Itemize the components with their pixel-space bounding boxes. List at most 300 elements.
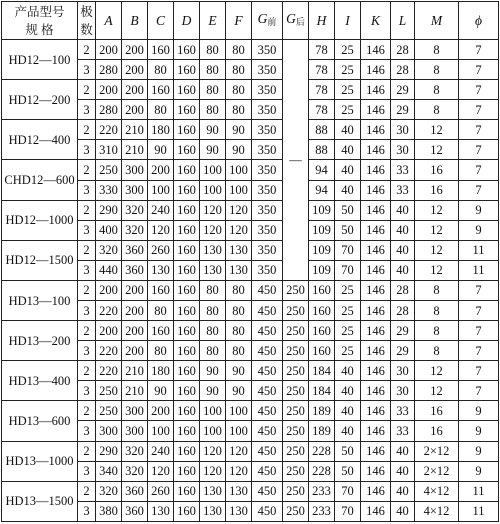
cell-f: 80 [226,60,252,80]
cell-f: 120 [226,200,252,220]
cell-phi: 7 [459,280,499,300]
cell-b: 210 [122,361,148,381]
cell-b: 200 [122,280,148,300]
cell-g1: 450 [252,481,283,501]
cell-f: 100 [226,421,252,441]
header-phi: ϕ [459,2,499,40]
poles-cell: 3 [78,461,96,481]
cell-b: 300 [122,421,148,441]
model-cell: HD12—200 [2,80,78,120]
cell-i: 70 [335,260,361,280]
cell-l: 33 [391,401,415,421]
cell-k: 146 [361,341,391,361]
cell-m: 12 [415,200,459,220]
cell-c: 100 [148,180,174,200]
cell-i: 25 [335,40,361,60]
poles-cell: 2 [78,200,96,220]
cell-d: 160 [174,481,200,501]
cell-e: 120 [200,441,226,461]
header-poles-line1: 极 [80,4,93,19]
cell-c: 90 [148,140,174,160]
cell-m: 8 [415,40,459,60]
cell-d: 160 [174,361,200,381]
poles-cell: 3 [78,341,96,361]
cell-i: 25 [335,100,361,120]
cell-g1: 450 [252,461,283,481]
cell-l: 30 [391,120,415,140]
model-cell: HD12—1000 [2,200,78,240]
cell-f: 80 [226,100,252,120]
cell-e: 130 [200,501,226,521]
cell-c: 80 [148,60,174,80]
cell-m: 4×12 [415,481,459,501]
cell-g2: 250 [283,301,309,321]
cell-h: 189 [309,421,335,441]
cell-f: 130 [226,260,252,280]
cell-c: 240 [148,441,174,461]
header-g-front-sub: 前 [267,17,277,27]
cell-k: 146 [361,240,391,260]
cell-b: 320 [122,220,148,240]
cell-a: 440 [96,260,122,280]
cell-d: 160 [174,260,200,280]
cell-g2: 250 [283,280,309,300]
dimension-table-container [1,1,498,522]
cell-m: 12 [415,381,459,401]
cell-i: 70 [335,481,361,501]
cell-a: 220 [96,120,122,140]
cell-b: 360 [122,260,148,280]
cell-k: 146 [361,441,391,461]
cell-k: 146 [361,40,391,60]
cell-c: 180 [148,120,174,140]
cell-b: 200 [122,341,148,361]
cell-h: 228 [309,441,335,461]
cell-g2: 250 [283,461,309,481]
cell-c: 130 [148,501,174,521]
cell-i: 70 [335,501,361,521]
cell-c: 160 [148,321,174,341]
cell-g1: 350 [252,40,283,60]
dimension-table [1,1,499,522]
cell-h: 160 [309,321,335,341]
cell-l: 40 [391,461,415,481]
table-row [2,481,499,501]
cell-g2: 250 [283,401,309,421]
cell-g1: 350 [252,100,283,120]
model-cell: HD13—600 [2,401,78,441]
cell-i: 70 [335,240,361,260]
poles-cell: 2 [78,280,96,300]
header-e: E [200,2,226,40]
cell-i: 50 [335,461,361,481]
cell-phi: 9 [459,441,499,461]
cell-g1: 450 [252,401,283,421]
cell-d: 160 [174,60,200,80]
cell-e: 100 [200,421,226,441]
cell-phi: 7 [459,100,499,120]
cell-b: 200 [122,40,148,60]
cell-e: 100 [200,160,226,180]
cell-b: 200 [122,60,148,80]
header-l: L [391,2,415,40]
model-cell: HD13—200 [2,321,78,361]
cell-phi: 7 [459,60,499,80]
cell-a: 200 [96,80,122,100]
cell-g1: 350 [252,220,283,240]
cell-l: 40 [391,200,415,220]
cell-m: 8 [415,301,459,321]
cell-f: 80 [226,301,252,321]
table-row [2,160,499,180]
cell-e: 120 [200,200,226,220]
poles-cell: 3 [78,220,96,240]
cell-k: 146 [361,481,391,501]
cell-g2: 250 [283,501,309,521]
cell-e: 80 [200,60,226,80]
cell-c: 160 [148,280,174,300]
poles-cell: 2 [78,80,96,100]
poles-cell: 2 [78,401,96,421]
cell-a: 200 [96,321,122,341]
model-cell: HD12—400 [2,120,78,160]
cell-l: 40 [391,260,415,280]
cell-k: 146 [361,461,391,481]
cell-m: 12 [415,220,459,240]
header-c: C [148,2,174,40]
cell-phi: 9 [459,220,499,240]
table-row [2,240,499,260]
cell-a: 290 [96,441,122,461]
header-k: K [361,2,391,40]
cell-c: 100 [148,421,174,441]
cell-e: 90 [200,140,226,160]
cell-h: 109 [309,220,335,240]
cell-m: 12 [415,260,459,280]
cell-e: 90 [200,361,226,381]
cell-g1: 350 [252,140,283,160]
cell-k: 146 [361,100,391,120]
cell-m: 8 [415,60,459,80]
cell-m: 4×12 [415,501,459,521]
cell-h: 109 [309,200,335,220]
header-g-front [252,2,283,40]
table-row [2,120,499,140]
cell-h: 184 [309,361,335,381]
cell-l: 40 [391,220,415,240]
cell-k: 146 [361,60,391,80]
cell-b: 210 [122,120,148,140]
cell-m: 12 [415,140,459,160]
cell-e: 80 [200,280,226,300]
cell-g1: 450 [252,321,283,341]
cell-a: 200 [96,40,122,60]
cell-b: 360 [122,501,148,521]
cell-l: 33 [391,180,415,200]
cell-phi: 7 [459,40,499,60]
cell-d: 160 [174,120,200,140]
table-body [2,40,499,522]
cell-phi: 7 [459,180,499,200]
cell-h: 160 [309,341,335,361]
header-a: A [96,2,122,40]
poles-cell: 3 [78,180,96,200]
cell-f: 90 [226,361,252,381]
cell-phi: 9 [459,200,499,220]
cell-a: 280 [96,100,122,120]
cell-a: 400 [96,220,122,240]
cell-k: 146 [361,120,391,140]
cell-i: 25 [335,60,361,80]
cell-k: 146 [361,80,391,100]
cell-l: 40 [391,501,415,521]
cell-g1: 450 [252,341,283,361]
cell-k: 146 [361,401,391,421]
cell-m: 16 [415,160,459,180]
cell-b: 360 [122,240,148,260]
cell-l: 33 [391,160,415,180]
cell-g2: 250 [283,341,309,361]
cell-b: 300 [122,160,148,180]
cell-a: 320 [96,481,122,501]
table-row [2,80,499,100]
cell-phi: 9 [459,401,499,421]
cell-f: 80 [226,341,252,361]
cell-d: 160 [174,100,200,120]
cell-d: 160 [174,280,200,300]
cell-c: 80 [148,341,174,361]
cell-phi: 11 [459,240,499,260]
cell-l: 30 [391,361,415,381]
cell-h: 88 [309,120,335,140]
cell-g2: 250 [283,441,309,461]
cell-h: 109 [309,260,335,280]
cell-a: 310 [96,140,122,160]
cell-i: 40 [335,381,361,401]
cell-e: 80 [200,341,226,361]
cell-b: 360 [122,481,148,501]
cell-a: 220 [96,341,122,361]
cell-g1: 450 [252,280,283,300]
cell-i: 25 [335,280,361,300]
cell-e: 80 [200,100,226,120]
cell-e: 90 [200,381,226,401]
cell-b: 200 [122,321,148,341]
cell-phi: 7 [459,140,499,160]
cell-f: 90 [226,140,252,160]
cell-phi: 7 [459,341,499,361]
cell-phi: 11 [459,481,499,501]
cell-h: 78 [309,40,335,60]
cell-i: 40 [335,180,361,200]
cell-k: 146 [361,200,391,220]
cell-phi: 7 [459,321,499,341]
cell-l: 28 [391,301,415,321]
table-row [2,280,499,300]
cell-f: 120 [226,220,252,240]
cell-m: 8 [415,280,459,300]
cell-h: 189 [309,401,335,421]
header-h: H [309,2,335,40]
cell-b: 320 [122,441,148,461]
cell-g1: 450 [252,501,283,521]
cell-l: 28 [391,60,415,80]
cell-e: 120 [200,220,226,240]
header-d: D [174,2,200,40]
cell-d: 160 [174,321,200,341]
cell-g2: 250 [283,361,309,381]
cell-g1: 350 [252,200,283,220]
cell-phi: 7 [459,80,499,100]
poles-cell: 3 [78,140,96,160]
cell-phi: 7 [459,120,499,140]
header-g-back-sub: 后 [295,17,305,27]
cell-f: 130 [226,481,252,501]
cell-l: 40 [391,441,415,461]
cell-c: 200 [148,160,174,180]
cell-g1: 450 [252,361,283,381]
cell-g1: 450 [252,381,283,401]
cell-a: 220 [96,361,122,381]
cell-i: 40 [335,401,361,421]
header-i: I [335,2,361,40]
cell-m: 8 [415,80,459,100]
poles-cell: 2 [78,321,96,341]
poles-cell: 3 [78,501,96,521]
model-cell: HD12—1500 [2,240,78,280]
cell-phi: 9 [459,421,499,441]
cell-a: 300 [96,421,122,441]
cell-g1: 350 [252,60,283,80]
cell-k: 146 [361,421,391,441]
cell-m: 12 [415,120,459,140]
cell-i: 25 [335,341,361,361]
cell-f: 80 [226,40,252,60]
table-row [2,401,499,421]
header-m: M [415,2,459,40]
cell-l: 29 [391,100,415,120]
cell-d: 160 [174,381,200,401]
cell-d: 160 [174,421,200,441]
header-model [2,2,78,40]
header-model-line2: 规 格 [25,22,54,37]
poles-cell: 2 [78,160,96,180]
cell-h: 88 [309,140,335,160]
cell-m: 16 [415,180,459,200]
cell-d: 160 [174,341,200,361]
cell-b: 200 [122,100,148,120]
cell-e: 130 [200,240,226,260]
cell-a: 340 [96,461,122,481]
cell-m: 8 [415,341,459,361]
poles-cell: 2 [78,441,96,461]
cell-c: 260 [148,240,174,260]
cell-f: 80 [226,280,252,300]
cell-g1: 450 [252,441,283,461]
cell-g1: 350 [252,240,283,260]
poles-cell: 2 [78,120,96,140]
cell-d: 160 [174,180,200,200]
cell-g1: 350 [252,180,283,200]
header-b: B [122,2,148,40]
cell-f: 130 [226,240,252,260]
cell-e: 100 [200,401,226,421]
cell-c: 90 [148,381,174,401]
cell-h: 160 [309,280,335,300]
cell-e: 130 [200,260,226,280]
poles-cell: 3 [78,260,96,280]
cell-i: 25 [335,80,361,100]
cell-k: 146 [361,140,391,160]
cell-l: 29 [391,80,415,100]
cell-e: 80 [200,80,226,100]
model-cell: HD13—100 [2,280,78,320]
cell-b: 320 [122,200,148,220]
cell-d: 160 [174,220,200,240]
poles-cell: 2 [78,240,96,260]
cell-i: 40 [335,120,361,140]
cell-l: 40 [391,240,415,260]
cell-d: 160 [174,40,200,60]
cell-c: 200 [148,401,174,421]
cell-k: 146 [361,260,391,280]
poles-cell: 2 [78,40,96,60]
cell-b: 200 [122,301,148,321]
table-row [2,200,499,220]
cell-l: 30 [391,381,415,401]
cell-c: 160 [148,80,174,100]
cell-c: 80 [148,301,174,321]
cell-m: 2×12 [415,461,459,481]
cell-m: 16 [415,421,459,441]
cell-i: 40 [335,160,361,180]
g-back-dash-cell: — [283,40,309,281]
cell-h: 233 [309,481,335,501]
cell-d: 160 [174,140,200,160]
cell-d: 160 [174,401,200,421]
cell-g1: 350 [252,160,283,180]
cell-i: 50 [335,220,361,240]
cell-k: 146 [361,501,391,521]
table-row [2,361,499,381]
table-row [2,321,499,341]
cell-l: 28 [391,280,415,300]
cell-e: 80 [200,301,226,321]
cell-phi: 9 [459,461,499,481]
cell-a: 380 [96,501,122,521]
cell-h: 109 [309,240,335,260]
cell-d: 160 [174,501,200,521]
cell-phi: 11 [459,501,499,521]
cell-f: 90 [226,120,252,140]
cell-d: 160 [174,200,200,220]
header-f: F [226,2,252,40]
cell-h: 94 [309,160,335,180]
cell-g1: 350 [252,120,283,140]
cell-k: 146 [361,220,391,240]
cell-f: 130 [226,501,252,521]
cell-i: 40 [335,140,361,160]
cell-a: 220 [96,301,122,321]
cell-h: 184 [309,381,335,401]
header-g-front-letter: G [257,11,268,26]
cell-m: 2×12 [415,441,459,461]
cell-h: 160 [309,301,335,321]
poles-cell: 2 [78,361,96,381]
cell-i: 50 [335,200,361,220]
cell-g1: 350 [252,260,283,280]
cell-k: 146 [361,361,391,381]
